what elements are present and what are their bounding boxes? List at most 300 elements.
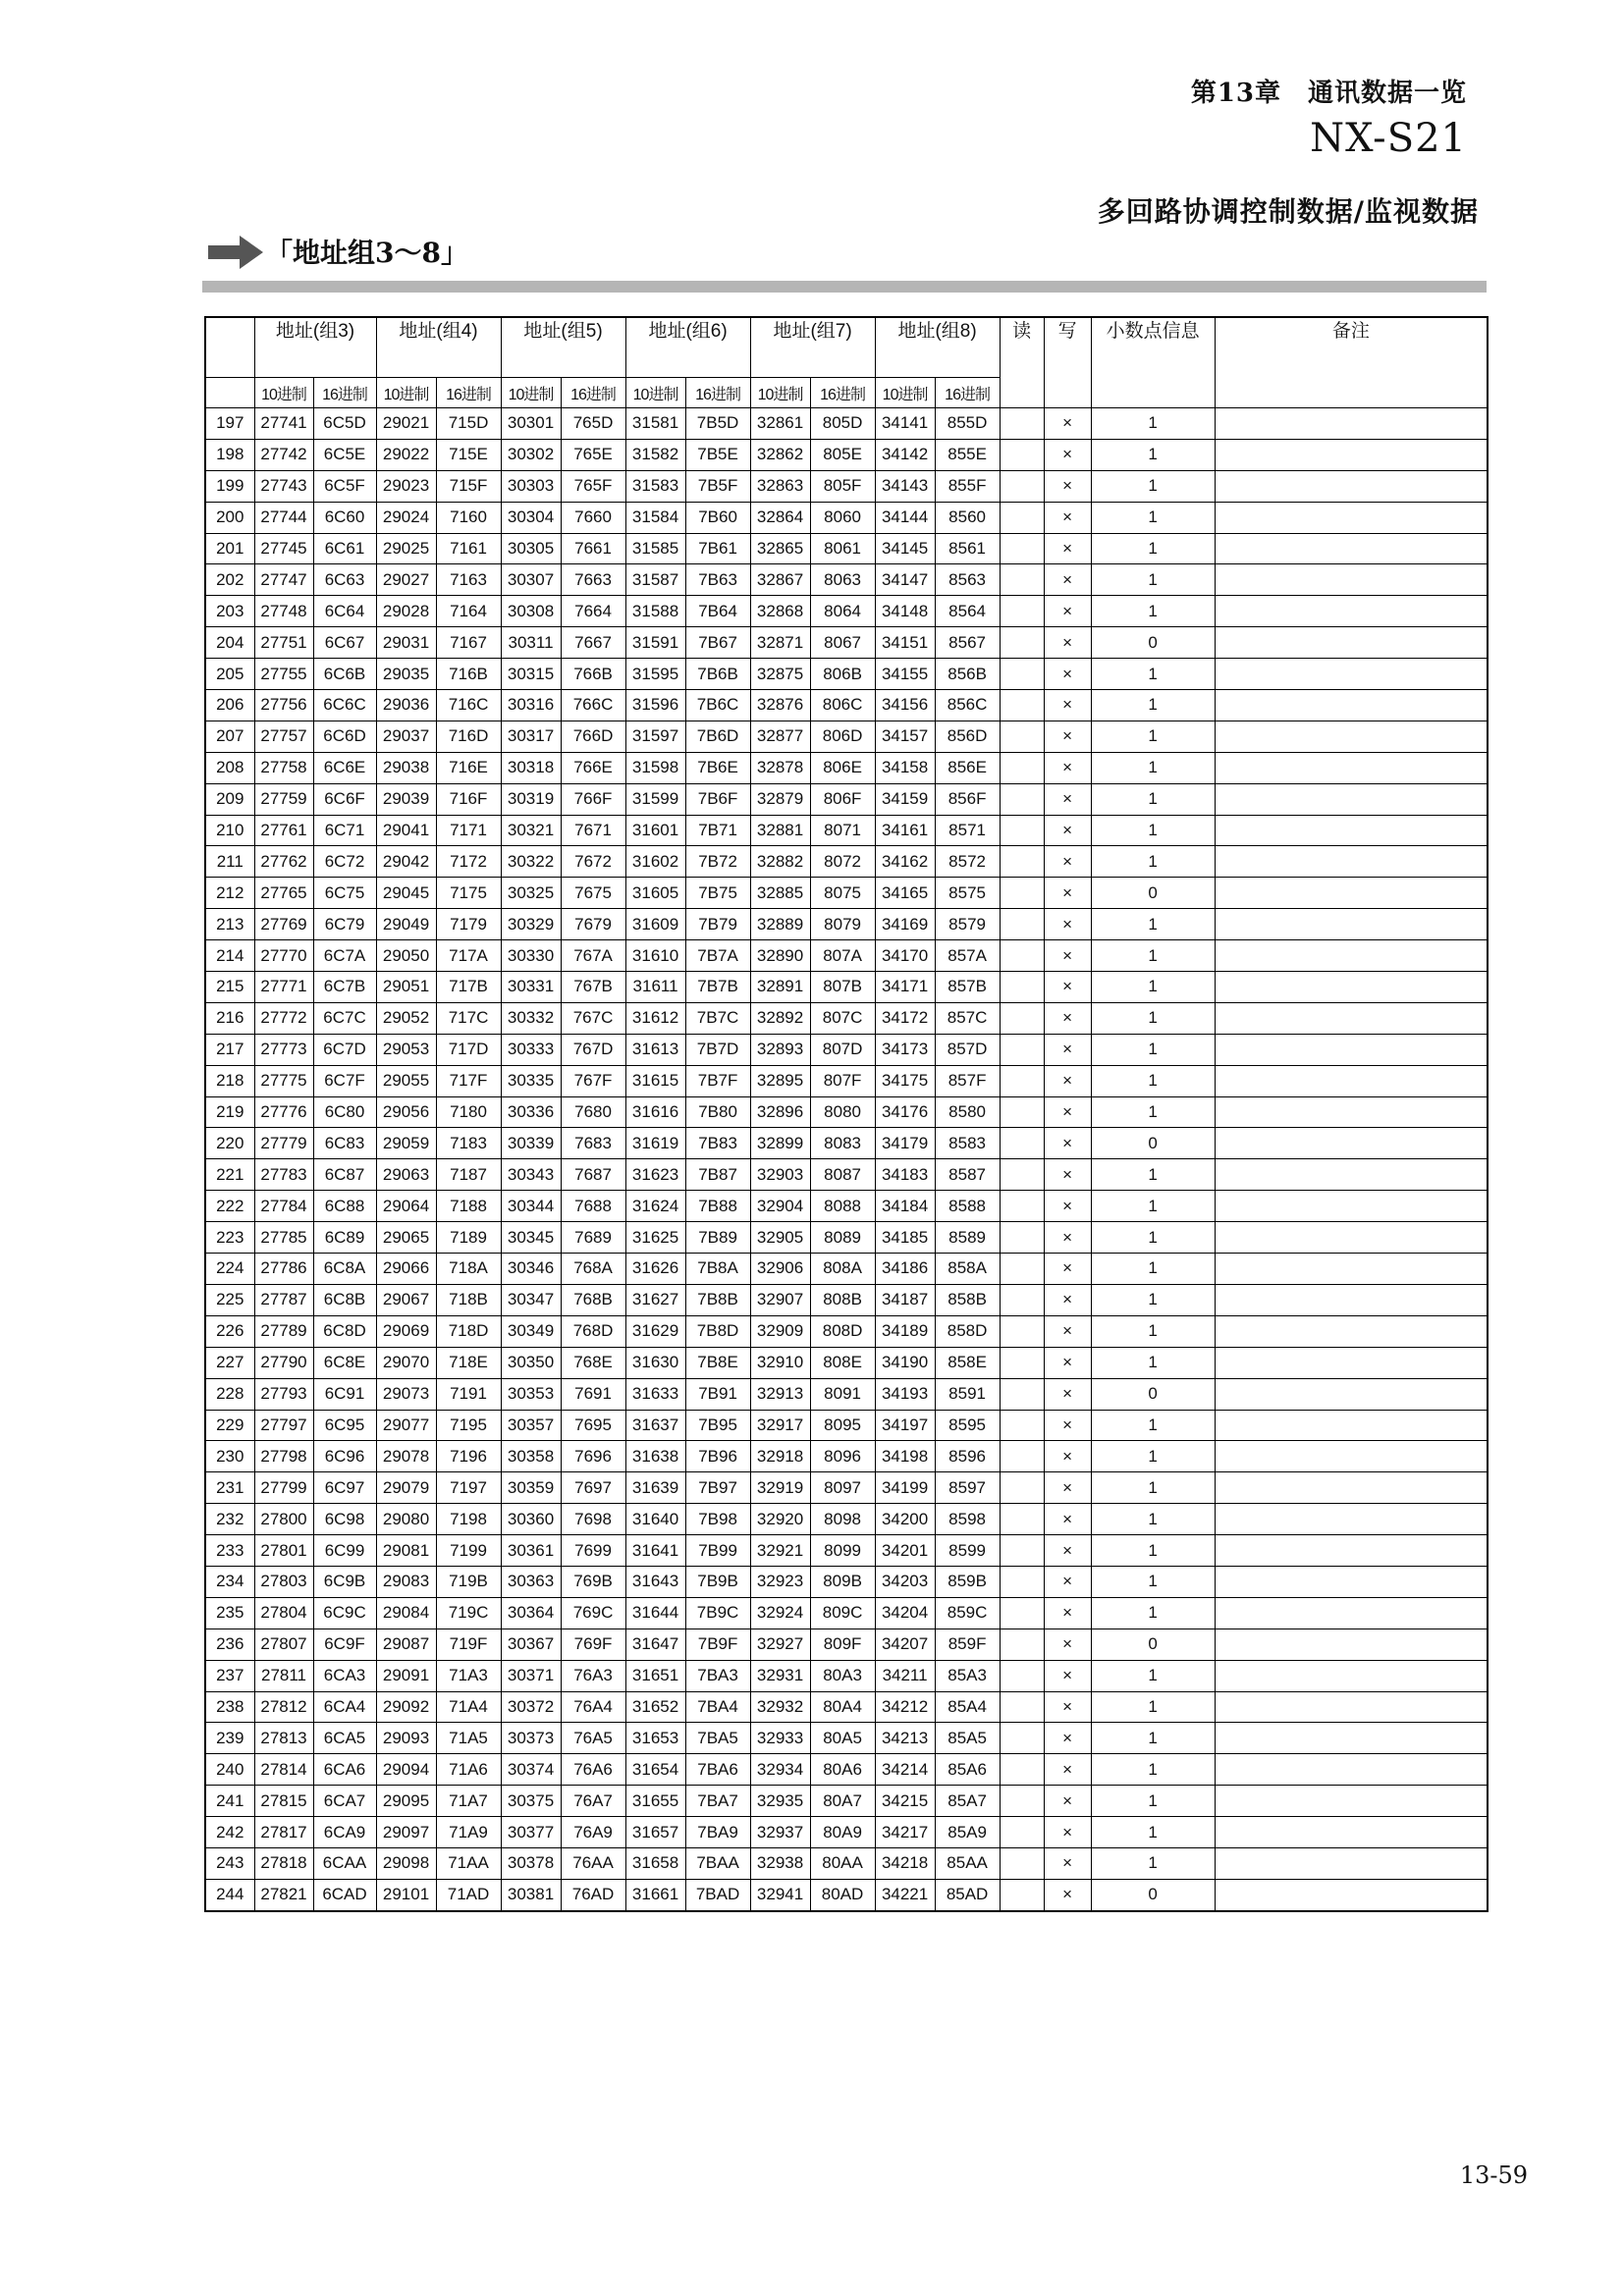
- cell-g8-dec: 34162: [875, 846, 935, 878]
- cell-g8-hex: 85A3: [935, 1660, 1000, 1691]
- cell-g8-dec: 34197: [875, 1410, 935, 1441]
- cell-g8-dec: 34142: [875, 439, 935, 470]
- cell-decimal-info: 1: [1091, 1847, 1215, 1879]
- cell-g7-dec: 32878: [750, 752, 810, 783]
- cell-g4-hex: 717B: [436, 972, 501, 1003]
- cell-decimal-info: 1: [1091, 1535, 1215, 1567]
- cell-g5-dec: 30363: [501, 1566, 561, 1597]
- cell-g3-dec: 27815: [254, 1786, 313, 1817]
- cell-g8-dec: 34203: [875, 1566, 935, 1597]
- cell-g3-hex: 6C6C: [313, 690, 376, 721]
- cell-g8-hex: 8580: [935, 1096, 1000, 1128]
- section-title: 多回路协调控制数据/监视数据: [1097, 195, 1479, 228]
- cell-g5-dec: 30305: [501, 533, 561, 564]
- table-row: [205, 596, 1488, 627]
- cell-g3-dec: 27818: [254, 1847, 313, 1879]
- cell-g5-hex: 7664: [561, 596, 625, 627]
- cell-g8-dec: 34204: [875, 1597, 935, 1629]
- cell-decimal-info: 1: [1091, 1786, 1215, 1817]
- cell-row-index: 240: [205, 1754, 254, 1786]
- cell-remarks: [1215, 1222, 1488, 1254]
- table-row: [205, 1754, 1488, 1786]
- cell-row-index: 232: [205, 1504, 254, 1535]
- cell-g4-dec: 29038: [376, 752, 436, 783]
- cell-g3-dec: 27789: [254, 1315, 313, 1347]
- cell-g7-dec: 32865: [750, 533, 810, 564]
- cell-g3-hex: 6C61: [313, 533, 376, 564]
- cell-row-index: 219: [205, 1096, 254, 1128]
- cell-read: [1000, 1378, 1044, 1410]
- cell-g6-dec: 31619: [625, 1128, 685, 1159]
- cell-remarks: [1215, 1566, 1488, 1597]
- cell-remarks: [1215, 1002, 1488, 1034]
- cell-g6-dec: 31652: [625, 1691, 685, 1723]
- cell-g4-hex: 716B: [436, 659, 501, 690]
- cell-g5-dec: 30381: [501, 1879, 561, 1910]
- cell-row-index: 208: [205, 752, 254, 783]
- cell-g3-dec: 27747: [254, 564, 313, 596]
- cell-write: ×: [1044, 502, 1091, 533]
- cell-read: [1000, 1347, 1044, 1378]
- cell-remarks: [1215, 878, 1488, 909]
- cell-g5-hex: 76A3: [561, 1660, 625, 1691]
- cell-g8-dec: 34198: [875, 1441, 935, 1472]
- table-row: [205, 1284, 1488, 1315]
- cell-g4-hex: 717A: [436, 940, 501, 972]
- cell-g3-dec: 27776: [254, 1096, 313, 1128]
- cell-remarks: [1215, 439, 1488, 470]
- cell-g6-dec: 31625: [625, 1222, 685, 1254]
- cell-g6-hex: 7B8D: [685, 1315, 750, 1347]
- cell-g4-dec: 29063: [376, 1159, 436, 1191]
- cell-g6-hex: 7B96: [685, 1441, 750, 1472]
- cell-g6-dec: 31602: [625, 846, 685, 878]
- table-row: [205, 1034, 1488, 1065]
- table-row: [205, 1222, 1488, 1254]
- cell-g4-hex: 715F: [436, 470, 501, 502]
- cell-g3-dec: 27812: [254, 1691, 313, 1723]
- cell-write: ×: [1044, 1817, 1091, 1848]
- cell-remarks: [1215, 1347, 1488, 1378]
- cell-g4-dec: 29079: [376, 1472, 436, 1504]
- cell-remarks: [1215, 1128, 1488, 1159]
- cell-g3-dec: 27765: [254, 878, 313, 909]
- header-addr-group4-label: 地址(组4): [399, 321, 478, 342]
- cell-g8-hex: 858D: [935, 1315, 1000, 1347]
- header-dec: 10进制: [750, 378, 810, 408]
- cell-read: [1000, 1222, 1044, 1254]
- cell-g7-dec: 32868: [750, 596, 810, 627]
- header-addr-group6: [625, 317, 750, 378]
- cell-g8-hex: 85A9: [935, 1817, 1000, 1848]
- cell-remarks: [1215, 1410, 1488, 1441]
- cell-write: ×: [1044, 1504, 1091, 1535]
- cell-read: [1000, 690, 1044, 721]
- table-row: [205, 1817, 1488, 1848]
- cell-row-index: 221: [205, 1159, 254, 1191]
- cell-g3-dec: 27761: [254, 815, 313, 846]
- cell-g6-hex: 7B64: [685, 596, 750, 627]
- cell-remarks: [1215, 1535, 1488, 1567]
- cell-g8-hex: 858B: [935, 1284, 1000, 1315]
- cell-remarks: [1215, 1191, 1488, 1222]
- cell-g7-dec: 32920: [750, 1504, 810, 1535]
- cell-read: [1000, 1191, 1044, 1222]
- cell-g5-hex: 7698: [561, 1504, 625, 1535]
- cell-g6-dec: 31584: [625, 502, 685, 533]
- table-row: [205, 1847, 1488, 1879]
- cell-g3-dec: 27771: [254, 972, 313, 1003]
- cell-g8-hex: 8567: [935, 627, 1000, 659]
- cell-g7-dec: 32917: [750, 1410, 810, 1441]
- cell-g3-hex: 6C95: [313, 1410, 376, 1441]
- cell-g5-dec: 30343: [501, 1159, 561, 1191]
- cell-read: [1000, 1597, 1044, 1629]
- cell-g7-hex: 809C: [810, 1597, 875, 1629]
- header-write: 写: [1044, 317, 1091, 408]
- cell-g4-hex: 7163: [436, 564, 501, 596]
- cell-g7-hex: 8088: [810, 1191, 875, 1222]
- cell-g8-dec: 34175: [875, 1065, 935, 1096]
- cell-g6-hex: 7B7F: [685, 1065, 750, 1096]
- cell-g6-dec: 31588: [625, 596, 685, 627]
- cell-g8-hex: 85AD: [935, 1879, 1000, 1910]
- cell-g5-hex: 7695: [561, 1410, 625, 1441]
- cell-g5-hex: 7687: [561, 1159, 625, 1191]
- cell-row-index: 214: [205, 940, 254, 972]
- cell-read: [1000, 1315, 1044, 1347]
- table-row: [205, 659, 1488, 690]
- cell-g5-hex: 766B: [561, 659, 625, 690]
- cell-g5-dec: 30364: [501, 1597, 561, 1629]
- cell-row-index: 200: [205, 502, 254, 533]
- cell-g8-dec: 34157: [875, 721, 935, 752]
- cell-g8-hex: 857F: [935, 1065, 1000, 1096]
- cell-g3-hex: 6C7A: [313, 940, 376, 972]
- cell-g7-dec: 32909: [750, 1315, 810, 1347]
- cell-row-index: 210: [205, 815, 254, 846]
- cell-g4-dec: 29023: [376, 470, 436, 502]
- header-addr-group3-label: 地址(组3): [275, 321, 355, 342]
- cell-g5-dec: 30358: [501, 1441, 561, 1472]
- cell-g4-dec: 29095: [376, 1786, 436, 1817]
- cell-write: ×: [1044, 1786, 1091, 1817]
- cell-g8-hex: 8561: [935, 533, 1000, 564]
- cell-g8-dec: 34171: [875, 972, 935, 1003]
- cell-read: [1000, 752, 1044, 783]
- cell-g4-hex: 7188: [436, 1191, 501, 1222]
- cell-g7-hex: 8087: [810, 1159, 875, 1191]
- cell-g6-hex: 7B71: [685, 815, 750, 846]
- cell-read: [1000, 502, 1044, 533]
- table-row: [205, 972, 1488, 1003]
- cell-g7-dec: 32895: [750, 1065, 810, 1096]
- cell-g3-hex: 6C91: [313, 1378, 376, 1410]
- cell-g7-hex: 8096: [810, 1441, 875, 1472]
- cell-g3-dec: 27793: [254, 1378, 313, 1410]
- cell-g7-hex: 8097: [810, 1472, 875, 1504]
- table-row: [205, 721, 1488, 752]
- cell-g4-hex: 716C: [436, 690, 501, 721]
- table-row: [205, 1472, 1488, 1504]
- cell-g7-dec: 32893: [750, 1034, 810, 1065]
- cell-g6-dec: 31626: [625, 1254, 685, 1285]
- cell-g3-dec: 27756: [254, 690, 313, 721]
- cell-g4-dec: 29052: [376, 1002, 436, 1034]
- cell-row-index: 211: [205, 846, 254, 878]
- cell-g4-dec: 29021: [376, 408, 436, 440]
- cell-g8-dec: 34156: [875, 690, 935, 721]
- cell-g3-dec: 27785: [254, 1222, 313, 1254]
- cell-g6-hex: 7B63: [685, 564, 750, 596]
- cell-g3-dec: 27798: [254, 1441, 313, 1472]
- table-row: [205, 1566, 1488, 1597]
- cell-g5-dec: 30367: [501, 1629, 561, 1660]
- cell-g4-hex: 717F: [436, 1065, 501, 1096]
- cell-g5-dec: 30317: [501, 721, 561, 752]
- cell-g3-dec: 27762: [254, 846, 313, 878]
- cell-row-index: 238: [205, 1691, 254, 1723]
- cell-g6-hex: 7B7C: [685, 1002, 750, 1034]
- cell-decimal-info: 1: [1091, 1597, 1215, 1629]
- cell-g6-hex: 7B9F: [685, 1629, 750, 1660]
- cell-write: ×: [1044, 1691, 1091, 1723]
- cell-g3-dec: 27797: [254, 1410, 313, 1441]
- cell-g7-hex: 80AA: [810, 1847, 875, 1879]
- cell-g4-hex: 719F: [436, 1629, 501, 1660]
- cell-g6-dec: 31611: [625, 972, 685, 1003]
- cell-g3-dec: 27758: [254, 752, 313, 783]
- cell-decimal-info: 1: [1091, 846, 1215, 878]
- cell-g8-hex: 856C: [935, 690, 1000, 721]
- cell-g5-hex: 769C: [561, 1597, 625, 1629]
- cell-g6-dec: 31615: [625, 1065, 685, 1096]
- cell-g3-hex: 6C64: [313, 596, 376, 627]
- cell-g3-hex: 6C7C: [313, 1002, 376, 1034]
- cell-row-index: 243: [205, 1847, 254, 1879]
- cell-g7-dec: 32934: [750, 1754, 810, 1786]
- cell-g8-hex: 8595: [935, 1410, 1000, 1441]
- cell-g5-dec: 30339: [501, 1128, 561, 1159]
- cell-g4-dec: 29093: [376, 1723, 436, 1754]
- cell-g3-hex: 6CA4: [313, 1691, 376, 1723]
- chapter-title: 第13章 通讯数据一览: [1190, 79, 1467, 108]
- cell-read: [1000, 940, 1044, 972]
- cell-g3-hex: 6C83: [313, 1128, 376, 1159]
- cell-decimal-info: 1: [1091, 1441, 1215, 1472]
- cell-g6-dec: 31585: [625, 533, 685, 564]
- cell-g7-dec: 32938: [750, 1847, 810, 1879]
- cell-decimal-info: 1: [1091, 1096, 1215, 1128]
- header-index-sub: [205, 378, 254, 408]
- cell-g3-hex: 6CA6: [313, 1754, 376, 1786]
- cell-write: ×: [1044, 752, 1091, 783]
- cell-g8-dec: 34207: [875, 1629, 935, 1660]
- cell-g6-dec: 31581: [625, 408, 685, 440]
- cell-g4-hex: 7179: [436, 909, 501, 940]
- cell-g7-dec: 32875: [750, 659, 810, 690]
- cell-decimal-info: 0: [1091, 878, 1215, 909]
- cell-row-index: 222: [205, 1191, 254, 1222]
- cell-g7-hex: 8099: [810, 1535, 875, 1567]
- cell-g3-hex: 6C9F: [313, 1629, 376, 1660]
- cell-decimal-info: 1: [1091, 659, 1215, 690]
- cell-g8-dec: 34165: [875, 878, 935, 909]
- cell-g3-dec: 27807: [254, 1629, 313, 1660]
- cell-g8-dec: 34145: [875, 533, 935, 564]
- cell-g6-dec: 31624: [625, 1191, 685, 1222]
- cell-read: [1000, 1034, 1044, 1065]
- cell-decimal-info: 1: [1091, 1034, 1215, 1065]
- cell-row-index: 205: [205, 659, 254, 690]
- cell-g6-hex: 7BA6: [685, 1754, 750, 1786]
- cell-g7-hex: 805E: [810, 439, 875, 470]
- cell-write: ×: [1044, 1660, 1091, 1691]
- cell-g5-hex: 767C: [561, 1002, 625, 1034]
- cell-remarks: [1215, 972, 1488, 1003]
- cell-g5-dec: 30357: [501, 1410, 561, 1441]
- cell-g3-hex: 6C80: [313, 1096, 376, 1128]
- cell-g5-dec: 30329: [501, 909, 561, 940]
- cell-row-index: 229: [205, 1410, 254, 1441]
- cell-read: [1000, 1691, 1044, 1723]
- cell-g8-hex: 8598: [935, 1504, 1000, 1535]
- cell-row-index: 242: [205, 1817, 254, 1848]
- cell-decimal-info: 1: [1091, 752, 1215, 783]
- cell-g5-dec: 30321: [501, 815, 561, 846]
- cell-g8-hex: 8596: [935, 1441, 1000, 1472]
- cell-g4-dec: 29078: [376, 1441, 436, 1472]
- cell-decimal-info: 1: [1091, 783, 1215, 815]
- cell-g6-hex: 7B6F: [685, 783, 750, 815]
- cell-g6-dec: 31597: [625, 721, 685, 752]
- cell-g4-hex: 719B: [436, 1566, 501, 1597]
- cell-g3-hex: 6C9C: [313, 1597, 376, 1629]
- cell-g4-dec: 29056: [376, 1096, 436, 1128]
- cell-write: ×: [1044, 846, 1091, 878]
- header-addr-group4: [376, 317, 501, 378]
- cell-row-index: 233: [205, 1535, 254, 1567]
- cell-decimal-info: 1: [1091, 1347, 1215, 1378]
- header-dec: 10进制: [254, 378, 313, 408]
- cell-g4-dec: 29069: [376, 1315, 436, 1347]
- cell-g7-dec: 32891: [750, 972, 810, 1003]
- cell-g4-hex: 719C: [436, 1597, 501, 1629]
- cell-g5-dec: 30377: [501, 1817, 561, 1848]
- cell-g3-hex: 6CA5: [313, 1723, 376, 1754]
- cell-g3-dec: 27804: [254, 1597, 313, 1629]
- cell-g8-dec: 34179: [875, 1128, 935, 1159]
- cell-g3-dec: 27741: [254, 408, 313, 440]
- cell-remarks: [1215, 1378, 1488, 1410]
- table-row: [205, 533, 1488, 564]
- cell-g4-dec: 29027: [376, 564, 436, 596]
- cell-g7-dec: 32861: [750, 408, 810, 440]
- cell-g7-hex: 808E: [810, 1347, 875, 1378]
- cell-read: [1000, 627, 1044, 659]
- cell-decimal-info: 1: [1091, 815, 1215, 846]
- cell-g8-dec: 34161: [875, 815, 935, 846]
- cell-remarks: [1215, 1691, 1488, 1723]
- cell-g7-dec: 32907: [750, 1284, 810, 1315]
- cell-g3-dec: 27803: [254, 1566, 313, 1597]
- cell-g6-hex: 7BA4: [685, 1691, 750, 1723]
- cell-g6-hex: 7B5F: [685, 470, 750, 502]
- cell-write: ×: [1044, 408, 1091, 440]
- cell-g7-hex: 8083: [810, 1128, 875, 1159]
- table-row: [205, 1535, 1488, 1567]
- cell-g4-dec: 29053: [376, 1034, 436, 1065]
- cell-write: ×: [1044, 1847, 1091, 1879]
- cell-g3-dec: 27770: [254, 940, 313, 972]
- cell-g8-hex: 8588: [935, 1191, 1000, 1222]
- cell-g8-dec: 34159: [875, 783, 935, 815]
- table-row: [205, 1597, 1488, 1629]
- cell-row-index: 207: [205, 721, 254, 752]
- cell-write: ×: [1044, 972, 1091, 1003]
- cell-read: [1000, 1817, 1044, 1848]
- cell-g6-hex: 7B9B: [685, 1566, 750, 1597]
- cell-g4-hex: 718A: [436, 1254, 501, 1285]
- cell-read: [1000, 1096, 1044, 1128]
- cell-g6-dec: 31633: [625, 1378, 685, 1410]
- cell-row-index: 213: [205, 909, 254, 940]
- cell-remarks: [1215, 1597, 1488, 1629]
- table-row: [205, 1441, 1488, 1472]
- cell-g6-hex: 7BAA: [685, 1847, 750, 1879]
- cell-write: ×: [1044, 721, 1091, 752]
- cell-g7-hex: 808D: [810, 1315, 875, 1347]
- cell-g3-dec: 27759: [254, 783, 313, 815]
- cell-g4-hex: 7196: [436, 1441, 501, 1472]
- cell-g3-hex: 6C8A: [313, 1254, 376, 1285]
- cell-g4-hex: 7187: [436, 1159, 501, 1191]
- table-row: [205, 1065, 1488, 1096]
- cell-remarks: [1215, 1754, 1488, 1786]
- cell-g7-dec: 32862: [750, 439, 810, 470]
- cell-g3-dec: 27811: [254, 1660, 313, 1691]
- cell-write: ×: [1044, 1002, 1091, 1034]
- table-row: [205, 940, 1488, 972]
- cell-decimal-info: 1: [1091, 1566, 1215, 1597]
- cell-g7-hex: 8091: [810, 1378, 875, 1410]
- header-addr-group3: [254, 317, 376, 378]
- cell-read: [1000, 1754, 1044, 1786]
- cell-g6-hex: 7B98: [685, 1504, 750, 1535]
- cell-g6-dec: 31596: [625, 690, 685, 721]
- cell-g6-hex: 7B7D: [685, 1034, 750, 1065]
- cell-g7-hex: 8075: [810, 878, 875, 909]
- cell-row-index: 202: [205, 564, 254, 596]
- cell-g4-dec: 29065: [376, 1222, 436, 1254]
- cell-g6-dec: 31627: [625, 1284, 685, 1315]
- cell-write: ×: [1044, 1535, 1091, 1567]
- cell-g8-dec: 34141: [875, 408, 935, 440]
- cell-g7-dec: 32913: [750, 1378, 810, 1410]
- cell-g3-hex: 6C79: [313, 909, 376, 940]
- cell-g6-dec: 31610: [625, 940, 685, 972]
- cell-decimal-info: 1: [1091, 972, 1215, 1003]
- table-row: [205, 408, 1488, 440]
- cell-g5-hex: 7679: [561, 909, 625, 940]
- cell-g6-dec: 31612: [625, 1002, 685, 1034]
- cell-g4-dec: 29055: [376, 1065, 436, 1096]
- cell-read: [1000, 721, 1044, 752]
- cell-g6-dec: 31637: [625, 1410, 685, 1441]
- cell-read: [1000, 1535, 1044, 1567]
- cell-g4-hex: 71AD: [436, 1879, 501, 1910]
- cell-remarks: [1215, 846, 1488, 878]
